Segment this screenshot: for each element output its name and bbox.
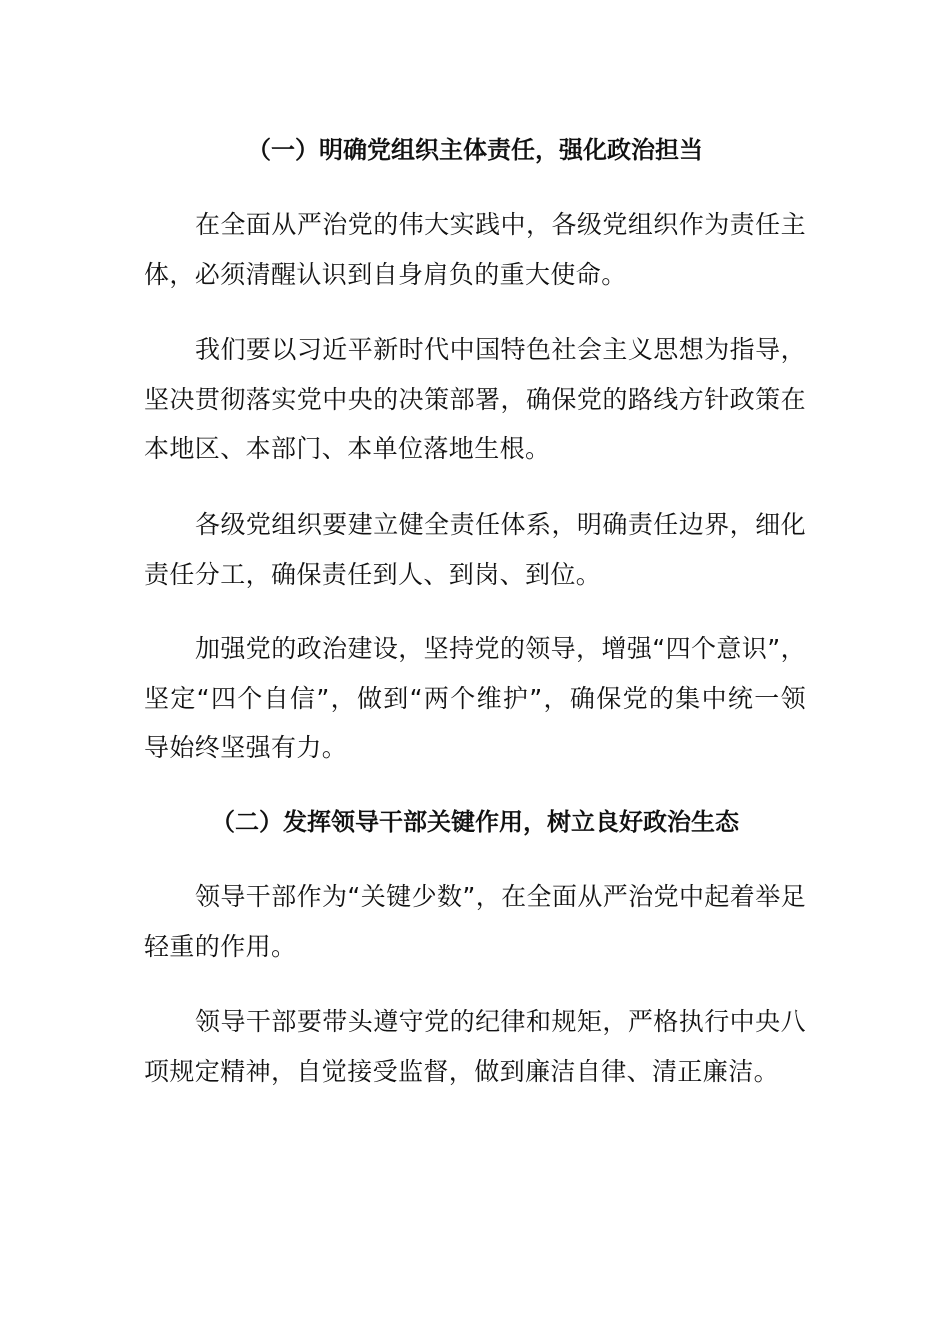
paragraph-1-3: 各级党组织要建立健全责任体系，明确责任边界，细化责任分工，确保责任到人、到岗、到位。 <box>144 510 806 589</box>
section-heading-2: （二）发挥领导干部关键作用，树立良好政治生态 <box>211 808 739 836</box>
section-heading-1: （一）明确党组织主体责任，强化政治担当 <box>247 136 703 164</box>
paragraph-2-2: 领导干部要带头遵守党的纪律和规矩，严格执行中央八项规定精神，自觉接受监督，做到廉洁自律、清正廉洁。 <box>144 1007 806 1086</box>
paragraph-1-2: 我们要以习近平新时代中国特色社会主义思想为指导，坚决贯彻落实党中央的决策部署，确保党的路线方针政策在本地区、本部门、本单位落地生根。 <box>144 335 806 463</box>
paragraph-1-1: 在全面从严治党的伟大实践中，各级党组织作为责任主体，必须清醒认识到自身肩负的重大使命。 <box>144 210 806 289</box>
paragraph-2-1: 领导干部作为“关键少数”，在全面从严治党中起着举足轻重的作用。 <box>144 882 806 961</box>
paragraph-1-4: 加强党的政治建设，坚持党的领导，增强“四个意识”，坚定“四个自信”，做到“两个维护”，确保党的集中统一领导始终坚强有力。 <box>144 634 806 762</box>
